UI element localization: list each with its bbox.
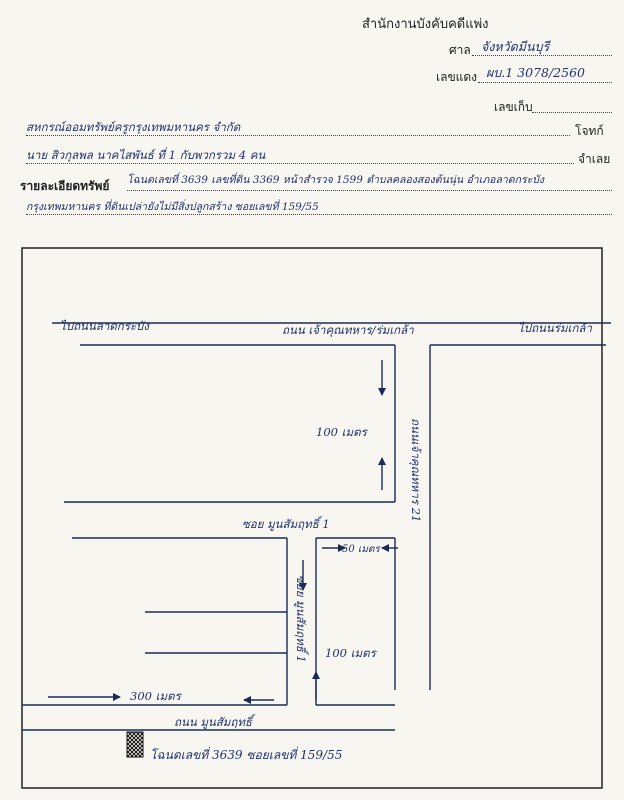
property-line-1: โฉนดเลขที่ 3639 เลขที่ดิน 3369 หน้าสำรวจ 1599 ตำบลคลองสองต้นนุ่น อำเภอลาดกระบัง [127, 174, 545, 186]
map-bottom-road-label: ถนน มูนสัมฤทธิ์ [174, 715, 252, 729]
map-left-direction: ไปถนนลาดกระบัง [60, 319, 149, 333]
map-soi-label: ซอย มูนสัมฤทธิ์ 1 [242, 517, 330, 531]
red-case-value: ผบ.1 3078/2560 [486, 65, 585, 80]
red-case-label: เลขแดง [436, 70, 478, 84]
map-right-vertical-road: ถนนเจ้าคุณทหาร 21 [409, 418, 423, 523]
defendant-value: นาย สิวกุลพล นาคไสพันธ์ ที่ 1 กับพวกรวม 4 คน [26, 148, 266, 162]
map-distance-100-top: 100 เมตร [316, 425, 367, 439]
property-line-2: กรุงเทพมหานคร ที่ดินเปล่ายังไม่มีสิ่งปลูกสร้าง ซอยเลขที่ 159/55 [26, 201, 319, 213]
defendant-label: จำเลย [578, 152, 611, 166]
plaintiff-value: สหกรณ์ออมทรัพย์ครูกรุงเทพมหานคร จำกัด [26, 120, 241, 134]
storage-label: เลขเก็บ [494, 100, 533, 114]
court-label: ศาล [449, 43, 471, 57]
court-value: จังหวัดมีนบุรี [481, 39, 550, 54]
map-distance-50: 50 เมตร [342, 544, 380, 555]
plaintiff-label: โจทก์ [575, 124, 604, 138]
map-distance-300: 300 เมตร [130, 689, 181, 703]
map-top-road-label: ถนน เจ้าคุณทหาร/ร่มเกล้า [282, 323, 414, 337]
map-right-direction: ไปถนนร่มเกล้า [518, 321, 592, 335]
office-title: สำนักงานบังคับคดีแพ่ง [362, 17, 489, 32]
property-label: รายละเอียดทรัพย์ [20, 179, 110, 193]
map-caption: โฉนดเลขที่ 3639 ซอยเลขที่ 159/55 [150, 748, 343, 762]
map-vertical-soi: ซอย มูนสัมฤทธิ์ 1 [294, 575, 308, 663]
property-parcel-marker [127, 732, 143, 757]
map-distance-100-bottom: 100 เมตร [325, 646, 376, 660]
